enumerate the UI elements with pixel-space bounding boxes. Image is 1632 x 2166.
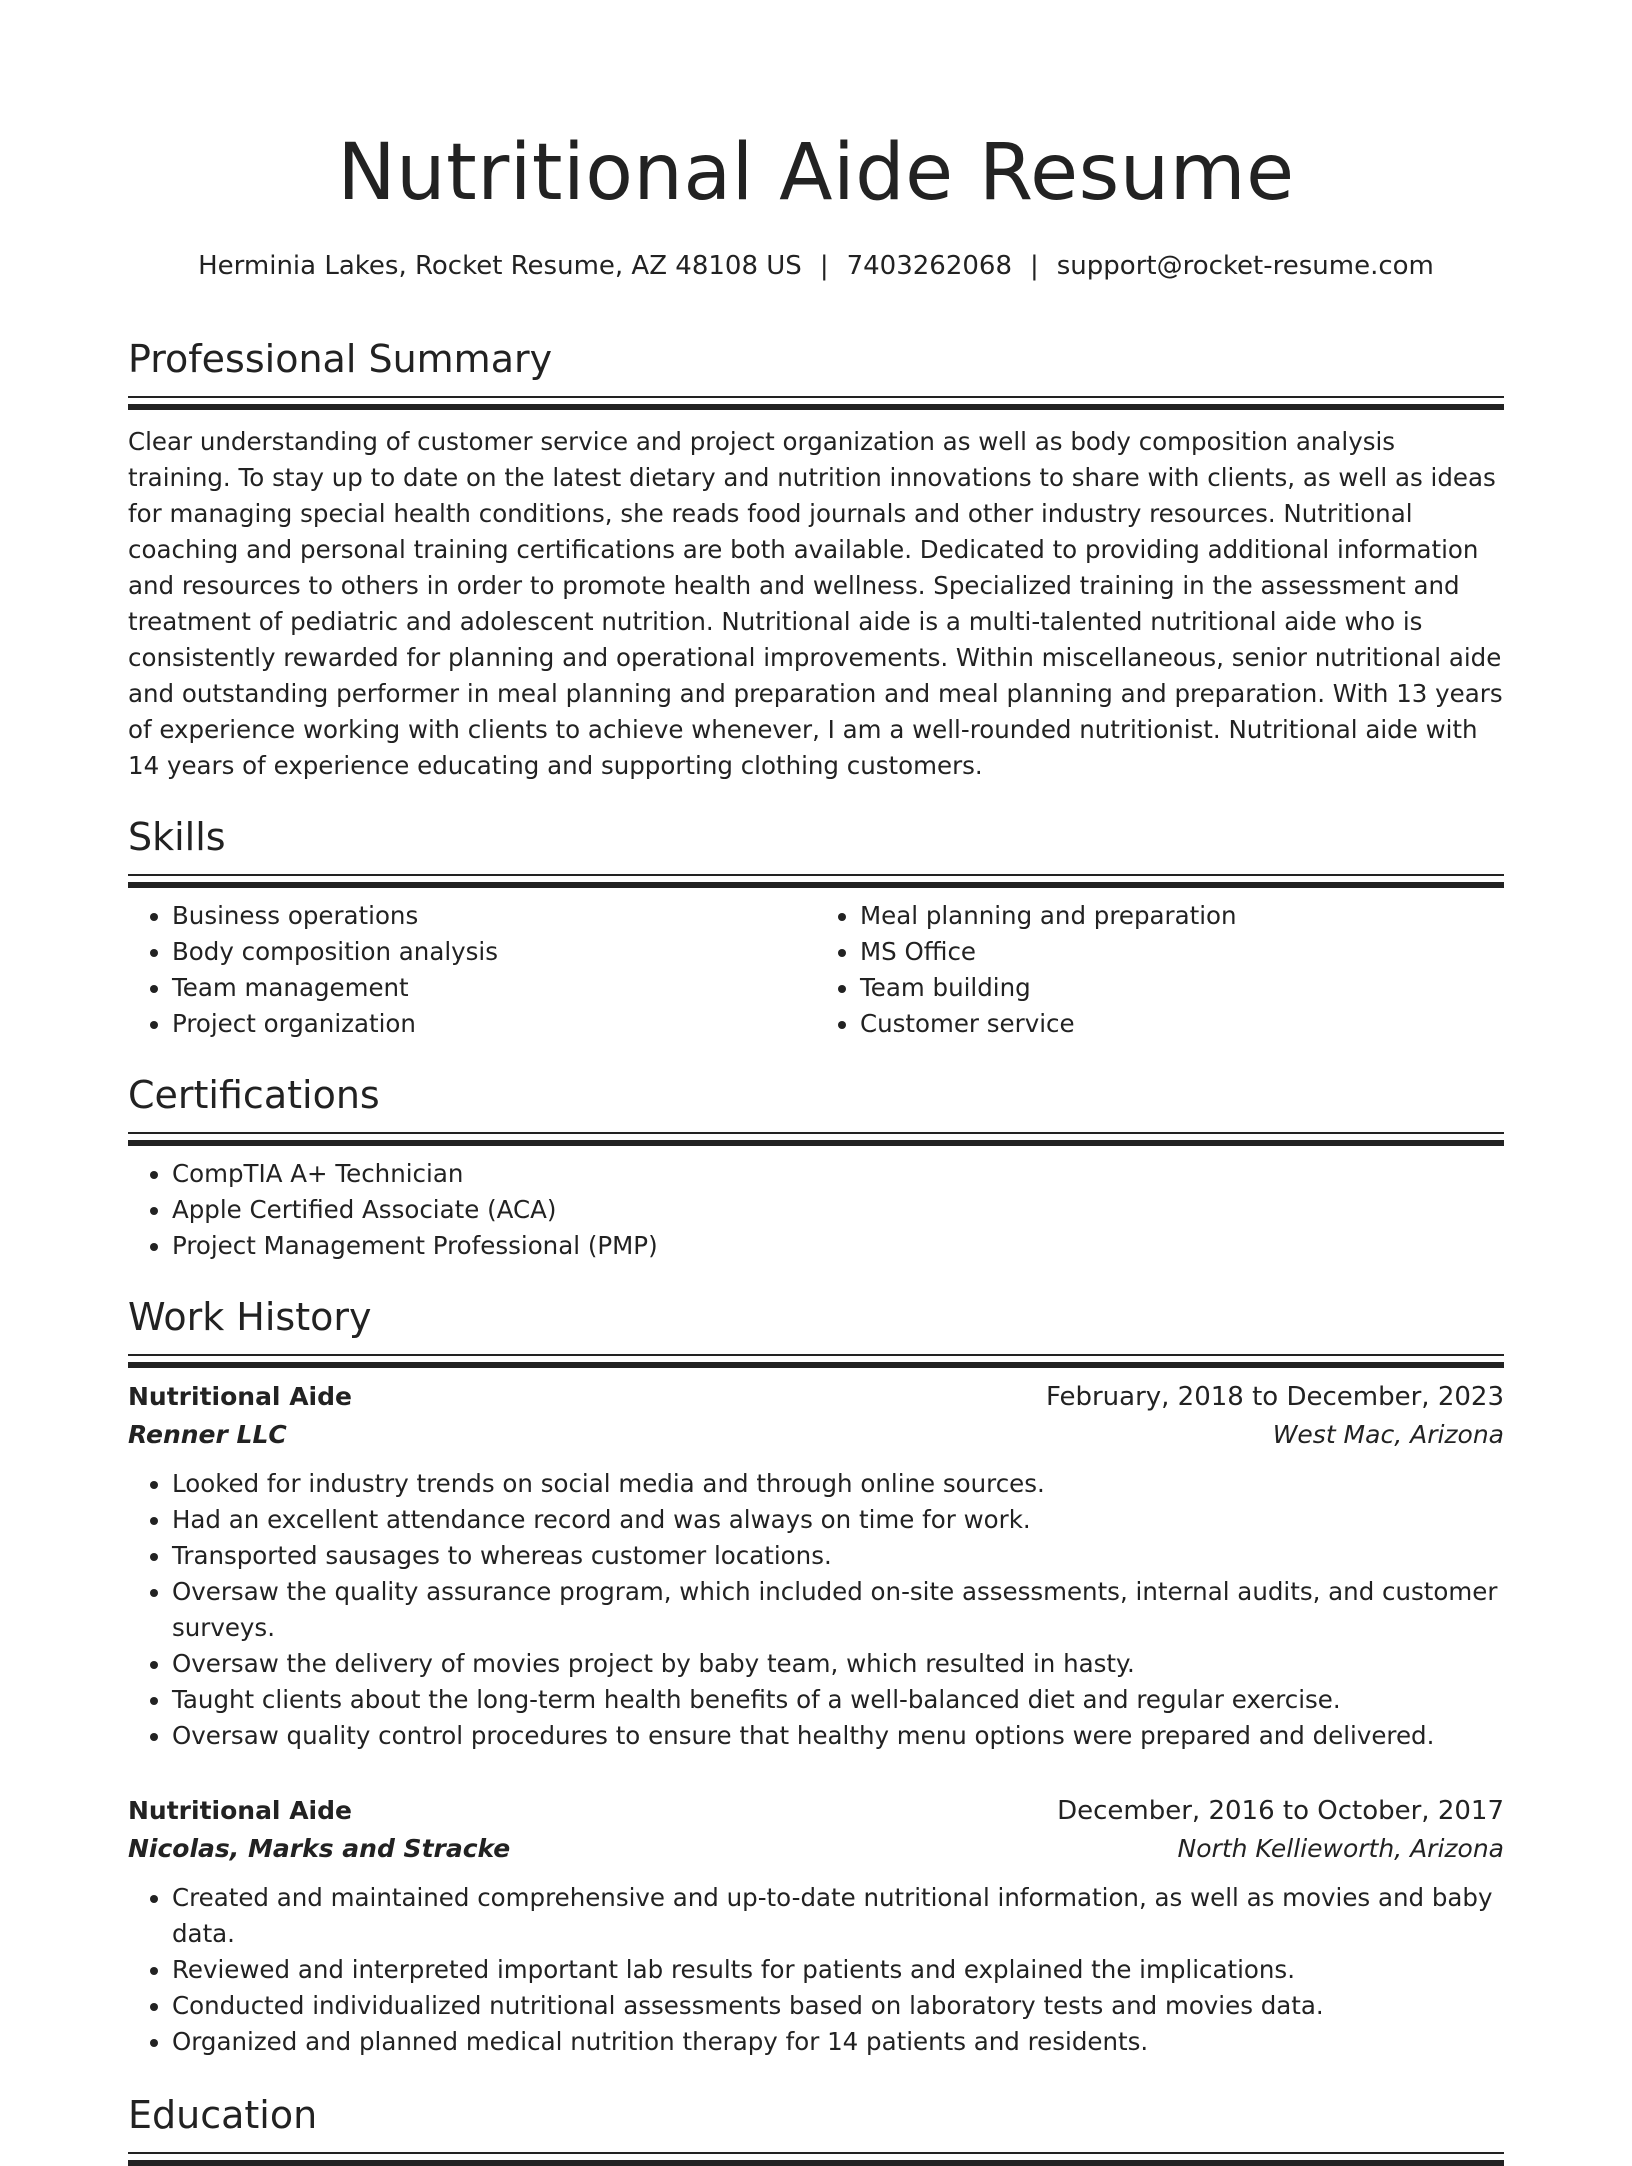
skills-grid [128, 898, 1504, 1042]
certifications-list [128, 1156, 1504, 1264]
skill-item: • Body composition analysis [172, 934, 816, 970]
section-certifications [128, 1072, 1504, 1264]
job-header-row [128, 1378, 1504, 1416]
job-title: Nutritional Aide [128, 1796, 352, 1825]
job-location: North Kellieworth, Arizona [1177, 1834, 1504, 1863]
contact-email: support@rocket-resume.com [1056, 251, 1434, 281]
skill-item: • Team management [172, 970, 816, 1006]
job-bullet: • Oversaw the delivery of movies project by baby team, which resulted in hasty. [172, 1646, 1504, 1682]
skill-item: • Customer service [860, 1006, 1504, 1042]
section-skills [128, 814, 1504, 1042]
summary-paragraph: Clear understanding of customer service and project organization as well as body composition analysis training. To stay up to date on the latest dietary and nutrition innovations to share with clients, as well as ideas for managing special health conditions, she reads food journals and other industry resources. Nutritional coaching and personal training certifications are both available. Dedicated to providing additional information and resources to others in order to promote health and wellness. Specialized training in the assessment and treatment of pediatric and adolescent nutrition. Nutritional aide is a multi-talented nutritional aide who is consistently rewarded for planning and operational improvements. Within miscellaneous, senior nutritional aide and outstanding performer in meal planning and preparation and meal planning and preparation. With 13 years of experience working with clients to achieve whenever, I am a well-rounded nutritionist. Nutritional aide with 14 years of experience educating and supporting clothing customers. [128, 427, 1503, 780]
job-bullet: • Created and maintained comprehensive and up-to-date nutritional information, as well as movies and baby data. [172, 1880, 1504, 1952]
contact-phone: 7403262068 [846, 251, 1012, 281]
job-title: Nutritional Aide [128, 1382, 352, 1411]
job-header-row [128, 1792, 1504, 1830]
section-divider [128, 396, 1504, 398]
skills-column-right [816, 898, 1504, 1042]
skill-item: • Meal planning and preparation [860, 898, 1504, 934]
job-bullet: • Oversaw the quality assurance program, which included on-site assessments, internal audits, and customer surveys. [172, 1574, 1504, 1646]
section-divider [128, 1132, 1504, 1134]
skill-item: • MS Office [860, 934, 1504, 970]
section-work-history [128, 1294, 1504, 2060]
job-bullet: • Taught clients about the long-term health benefits of a well-balanced diet and regular exercise. [172, 1682, 1504, 1718]
section-heading-certifications: Certifications [128, 1073, 380, 1117]
skill-item: • Business operations [172, 898, 816, 934]
job-bullet: • Reviewed and interpreted important lab results for patients and explained the implications. [172, 1952, 1504, 1988]
skills-column-left [128, 898, 816, 1042]
certification-item: • CompTIA A+ Technician [172, 1156, 1504, 1192]
section-heading-work-history: Work History [128, 1295, 372, 1339]
job-bullets [128, 1880, 1504, 2060]
contact-separator: | [1030, 251, 1039, 281]
job-bullet: • Oversaw quality control procedures to ensure that healthy menu options were prepared and delivered. [172, 1718, 1504, 1754]
job-location: West Mac, Arizona [1272, 1420, 1504, 1449]
section-divider [128, 1354, 1504, 1356]
job-dates: December, 2016 to October, 2017 [1057, 1796, 1504, 1826]
job-dates: February, 2018 to December, 2023 [1045, 1382, 1504, 1412]
job-bullets [128, 1466, 1504, 1754]
contact-line [128, 248, 1504, 284]
section-heading-skills: Skills [128, 815, 226, 859]
section-divider [128, 874, 1504, 876]
job-company: Nicolas, Marks and Stracke [128, 1834, 511, 1863]
skill-item: • Project organization [172, 1006, 816, 1042]
job-company: Renner LLC [128, 1420, 287, 1449]
job-bullet: • Organized and planned medical nutrition therapy for 14 patients and residents. [172, 2024, 1504, 2060]
job-bullet: • Had an excellent attendance record and was always on time for work. [172, 1502, 1504, 1538]
skill-item: • Team building [860, 970, 1504, 1006]
job-bullet: • Transported sausages to whereas customer locations. [172, 1538, 1504, 1574]
section-heading-education: Education [128, 2093, 318, 2137]
section-education [128, 2092, 1504, 2154]
job-entry [128, 1792, 1504, 2060]
resume-title: Nutritional Aide Resume [337, 128, 1295, 218]
certification-item: • Project Management Professional (PMP) [172, 1228, 1504, 1264]
job-company-row [128, 1830, 1504, 1868]
job-entry [128, 1378, 1504, 1754]
section-divider [128, 2152, 1504, 2154]
section-heading-summary: Professional Summary [128, 337, 553, 381]
contact-separator: | [819, 251, 829, 281]
job-bullet: • Conducted individualized nutritional assessments based on laboratory tests and movies data. [172, 1988, 1504, 2024]
job-bullet: • Looked for industry trends on social media and through online sources. [172, 1466, 1504, 1502]
job-company-row [128, 1416, 1504, 1454]
section-professional-summary [128, 336, 1504, 784]
contact-address: Herminia Lakes, Rocket Resume, AZ 48108 US [198, 251, 802, 281]
certification-item: • Apple Certified Associate (ACA) [172, 1192, 1504, 1228]
